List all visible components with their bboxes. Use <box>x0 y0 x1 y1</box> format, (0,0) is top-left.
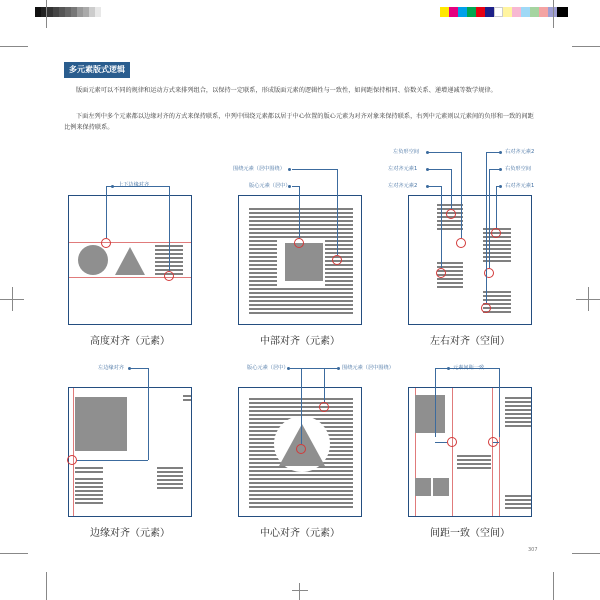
marker-circle <box>296 444 306 454</box>
callout-label: 左边缘对齐 <box>98 365 124 371</box>
marker-circle <box>436 268 446 278</box>
marker-circle <box>481 303 491 313</box>
color-calibration-bar <box>440 7 568 17</box>
callout-label: 围绕元素（居中围绕） <box>342 365 394 371</box>
marker-circle <box>164 271 174 281</box>
diagram-frame <box>238 195 362 325</box>
callout-label: 右对齐元素2 <box>505 149 535 155</box>
small-block-element <box>415 478 431 496</box>
diagram-caption: 中部对齐（元素） <box>260 336 340 347</box>
central-square-element <box>285 243 323 281</box>
callout-label: 版心元素（居中） <box>249 183 291 189</box>
callout-label: 围绕元素（居中围绕） <box>233 166 285 172</box>
callout-label: 上下边缘对齐 <box>118 182 150 188</box>
diagram-caption: 边缘对齐（元素） <box>90 528 170 539</box>
callout-label: 右对齐元素1 <box>505 183 535 189</box>
diagram-caption: 间距一致（空间） <box>430 528 510 539</box>
marker-circle <box>332 255 342 265</box>
marker-circle <box>319 402 329 412</box>
diagram-frame <box>408 387 532 517</box>
diagram-frame <box>68 195 192 325</box>
image-block-element <box>75 397 127 451</box>
page-number: 307 <box>528 547 538 553</box>
marker-circle <box>67 455 77 465</box>
callout-label: 元素间距一致 <box>453 365 485 371</box>
diagram-frame <box>408 195 532 325</box>
circle-element <box>78 245 108 275</box>
marker-circle <box>447 437 457 447</box>
diagram-caption: 左右对齐（空间） <box>430 336 510 347</box>
grayscale-calibration-bar <box>35 7 101 17</box>
intro-paragraph-1: 版面元素可以不同的规律和运动方式来排列组合，以保持一定联系，形成版面元素的逻辑性与一致性，如间距保持相同、倍数关系、递增递减等数学规律。 <box>76 87 497 94</box>
diagram-caption: 中心对齐（元素） <box>260 528 340 539</box>
callout-label: 版心元素（居中） <box>247 365 289 371</box>
marker-circle <box>491 228 501 238</box>
triangle-element <box>115 247 145 275</box>
diagram-caption: 高度对齐（元素） <box>90 336 170 347</box>
callout-label: 左对齐元素2 <box>388 183 418 189</box>
marker-circle <box>101 238 111 248</box>
diagram-frame <box>68 387 192 517</box>
marker-circle <box>456 238 466 248</box>
callout-label: 右负形空间 <box>505 166 531 172</box>
callout-label: 左对齐元素1 <box>388 166 418 172</box>
image-block-element <box>415 395 445 433</box>
intro-paragraph-2: 下面左列中多个元素都以边缘对齐的方式来保持联系，中列中围绕元素都以居于中心位置的版心元素为对齐对象来保持联系，右列中元素则以元素间的负形和一致的间距比例来保持联系。 <box>64 113 534 131</box>
callout-label: 左负形空间 <box>393 149 419 155</box>
small-block-element <box>433 478 449 496</box>
marker-circle <box>446 209 456 219</box>
section-title: 多元素版式逻辑 <box>64 62 130 78</box>
marker-circle <box>294 238 304 248</box>
